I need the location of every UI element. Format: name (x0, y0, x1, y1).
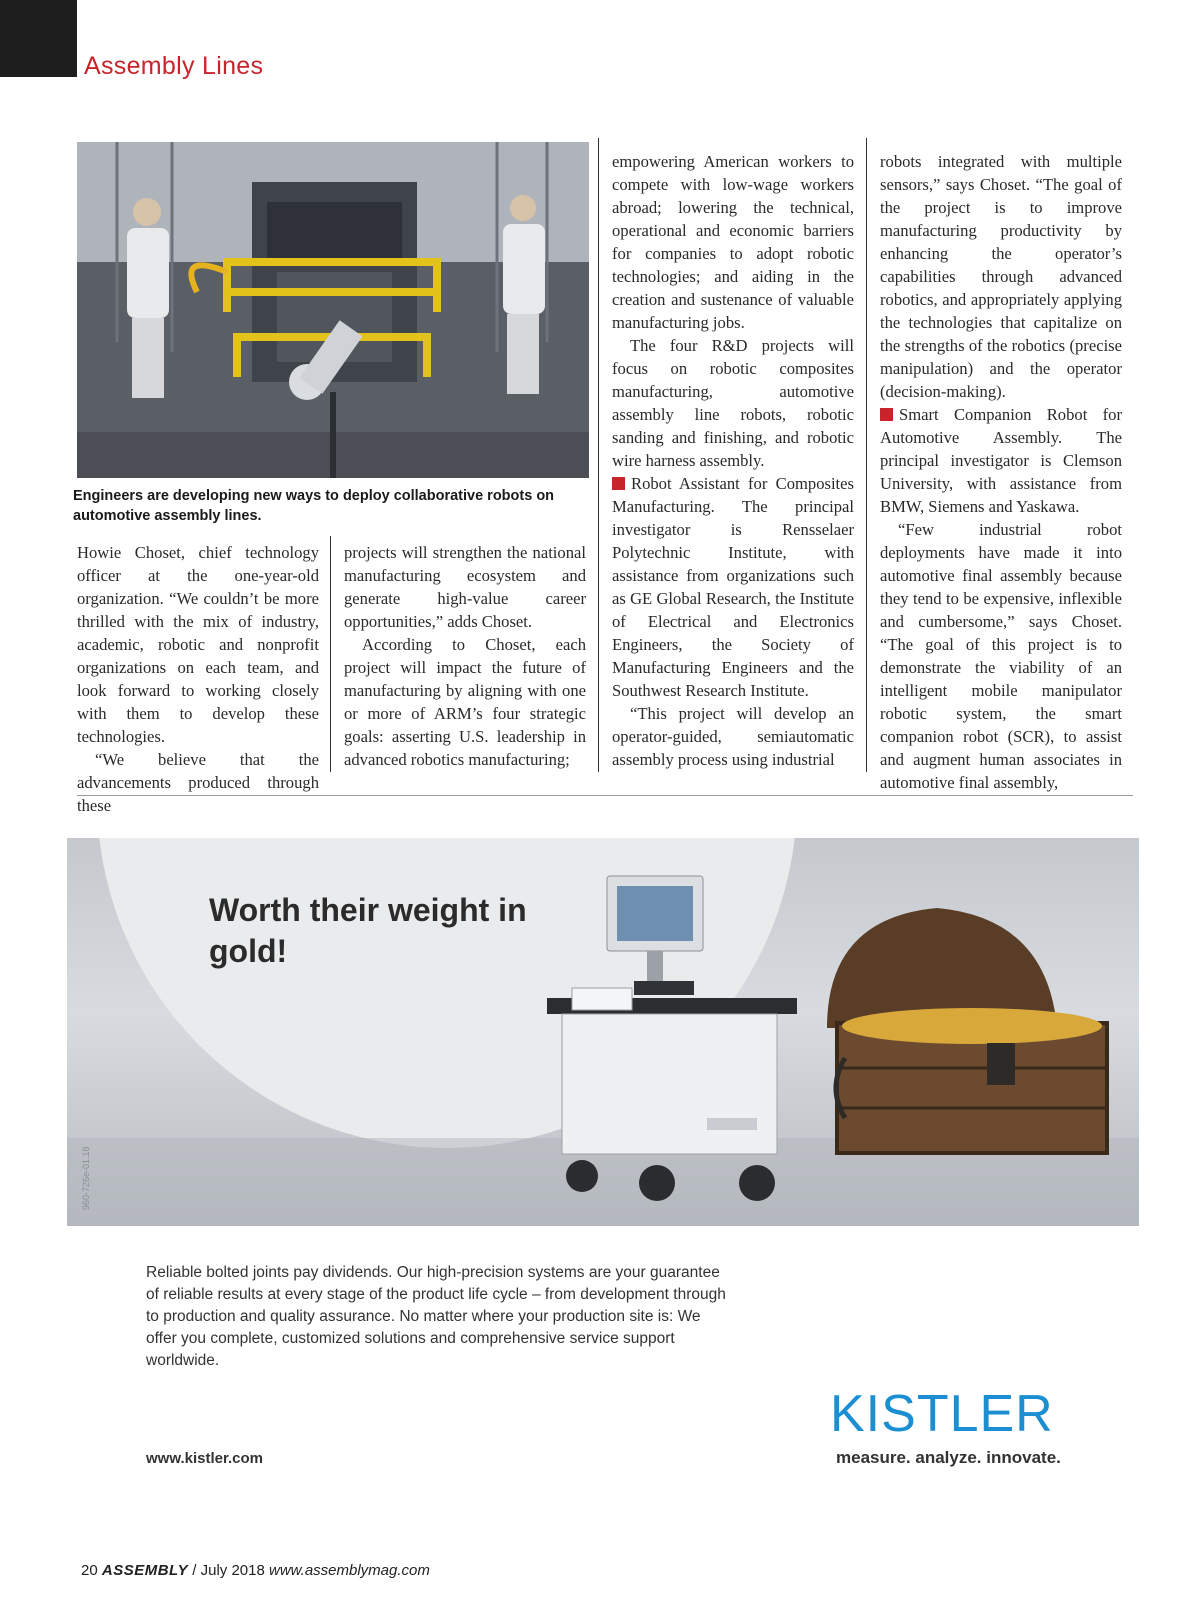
section-divider (77, 795, 1133, 796)
bullet-square-icon (612, 477, 625, 490)
kistler-logo: KISTLER (830, 1385, 1054, 1443)
paragraph: empowering American workers to compete with low-wage workers abroad; lowering the technical, operational and economic barriers for companies to adopt robotic technologies; and aiding in the creation and sustenance of valuable manufacturing jobs. (612, 152, 854, 332)
treasure-chest-icon (827, 908, 1107, 1153)
column-rule (330, 536, 331, 772)
paragraph: robots integrated with multiple sensors,” says Choset. “The goal of the project is to improve manufacturing productivity by enhancing the operator’s capabilities through advanced robotics, and appropriately applying the technologies that capitalize on the strengths of the robotics (precise manipulation) and the operator (decision-making). (880, 152, 1122, 401)
ad-code: 960-726e-01.18 (81, 1146, 91, 1210)
magazine-name: ASSEMBLY (101, 1562, 189, 1579)
bullet-square-icon (880, 408, 893, 421)
paragraph: “This project will develop an operator-guided, semiautomatic assembly process using industrial (612, 704, 854, 769)
page-footer (81, 1562, 430, 1579)
subhead-paragraph: Robot Assistant for Composites Manufacturing. The principal investigator is Rensselaer Polytechnic Institute, with assistance from organizations such as GE Global Research, the Institute of Electrical and Electronics Engineers, the Society of Manufacturing Engineers and the Southwest Research Institute. (612, 474, 854, 700)
page-number: 20 (81, 1562, 98, 1579)
kistler-tagline: measure. analyze. innovate. (836, 1448, 1061, 1467)
column-rule (866, 138, 867, 772)
paragraph: According to Choset, each project will impact the future of manufacturing by aligning with one or more of ARM’s four strategic goals: asserting U.S. leadership in advanced robotics manufacturing; (344, 635, 586, 769)
paragraph: “We believe that the advancements produced through these (77, 750, 319, 815)
paragraph: Howie Choset, chief technology officer at the one-year-old organization. “We couldn’t be more thrilled with the mix of industry, academic, robotic and nonprofit organizations on each team, and look forward to working closely with them to develop these technologies. (77, 543, 319, 746)
ad-headline: Worth their weight in gold! (209, 892, 527, 969)
magazine-url[interactable]: www.assemblymag.com (268, 1562, 430, 1579)
issue-date: / July 2018 (192, 1562, 265, 1579)
photo-caption: Engineers are developing new ways to deploy collaborative robots on automotive assembly lines. (73, 488, 555, 524)
paragraph: “Few industrial robot deployments have made it into automotive final assembly because they tend to be expensive, inflexible and cumbersome,” says Choset. “The goal of this project is to demonstrate the viability of an intelligent mobile manipulator robotic system, the smart companion robot (SCR), to assist and augment human associates in automotive final assembly, (880, 520, 1122, 792)
article-column-1 (77, 541, 319, 817)
kistler-advertisement[interactable] (67, 838, 1139, 1226)
article-column-3 (612, 150, 854, 771)
paragraph: projects will strengthen the national manufacturing ecosystem and generate high-value career opportunities,” adds Choset. (344, 543, 586, 631)
corner-tab (0, 0, 77, 77)
column-rule (598, 138, 599, 772)
factory-robot-image (77, 142, 589, 478)
article-column-2 (344, 541, 586, 771)
subhead-paragraph: Smart Companion Robot for Automotive Assembly. The principal investigator is Clemson University, with assistance from BMW, Siemens and Yaskawa. (880, 405, 1122, 516)
paragraph: The four R&D projects will focus on robotic composites manufacturing, automotive assembly line robots, robotic sanding and finishing, and robotic wire harness assembly. (612, 336, 854, 470)
section-heading: Assembly Lines (84, 52, 264, 80)
article-photo (77, 142, 589, 478)
ad-url-link[interactable]: www.kistler.com (146, 1450, 263, 1467)
article-column-4 (880, 150, 1122, 794)
ad-body-copy: Reliable bolted joints pay dividends. Our high-precision systems are your guarantee of reliable results at every stage of the product life cycle – from development through to production and quality assurance. No matter where your production site is: We offer you complete, customized solutions and comprehensive service support worldwide. (146, 1264, 726, 1369)
